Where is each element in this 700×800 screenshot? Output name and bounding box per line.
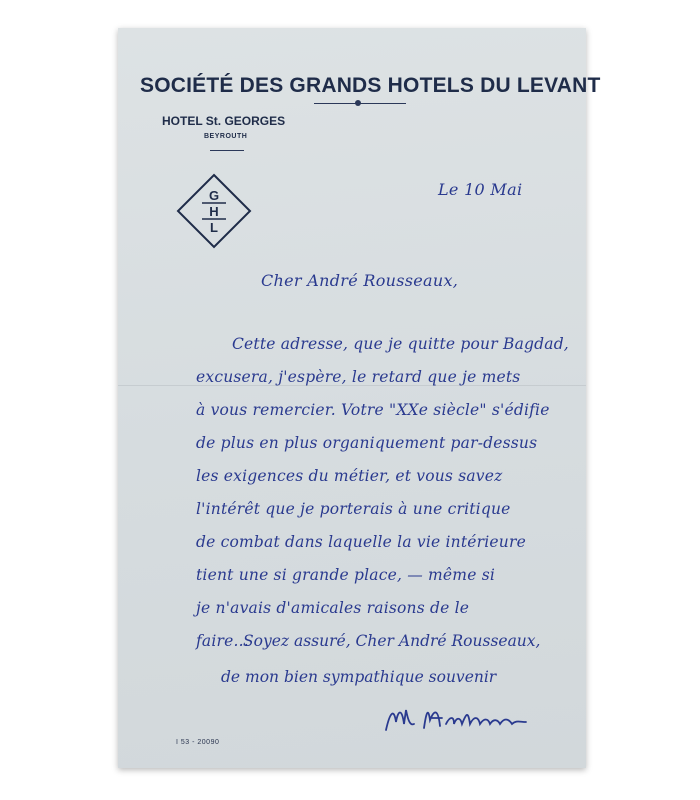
handwritten-signature [380, 700, 560, 740]
letter-salutation: Cher André Rousseaux, [261, 271, 459, 290]
letter-date: Le 10 Mai [438, 180, 523, 199]
closing-line: Soyez assuré, Cher André Rousseaux, [243, 632, 541, 650]
letterhead-city: BEYROUTH [204, 133, 248, 140]
body-line: excusera, j'espère, le retard que je mets [196, 368, 521, 386]
body-line: tient une si grande place, — même si [196, 566, 496, 584]
letter-closing [221, 623, 540, 695]
body-line: je n'avais d'amicales raisons de le [196, 599, 470, 617]
monogram-g: G [208, 188, 220, 203]
letterhead-hotel: HOTEL St. GEORGES [162, 114, 286, 128]
ghl-monogram-logo [176, 173, 252, 249]
body-line: les exigences du métier, et vous savez [196, 467, 503, 485]
letter-body [196, 328, 569, 658]
body-line: faire... [196, 632, 249, 650]
body-line: Cette adresse, que je quitte pour Bagdad, [232, 335, 569, 353]
body-line: l'intérêt que je porterais à une critique [196, 500, 511, 518]
body-line: de combat dans laquelle la vie intérieure [196, 533, 526, 551]
letterhead-company: SOCIÉTÉ DES GRANDS HOTELS DU LEVANT [140, 74, 601, 97]
monogram-h: H [209, 204, 219, 219]
body-line: à vous remercier. Votre "XXe siècle" s'édifie [196, 401, 550, 419]
monogram-l: L [210, 220, 218, 235]
print-code: I 53 - 20090 [176, 739, 220, 746]
letter-sheet [118, 28, 601, 768]
letterhead-ornament [355, 100, 361, 106]
city-rule [210, 150, 244, 151]
closing-line: de mon bien sympathique souvenir [221, 668, 497, 686]
body-line: de plus en plus organiquement par-dessus [196, 434, 538, 452]
